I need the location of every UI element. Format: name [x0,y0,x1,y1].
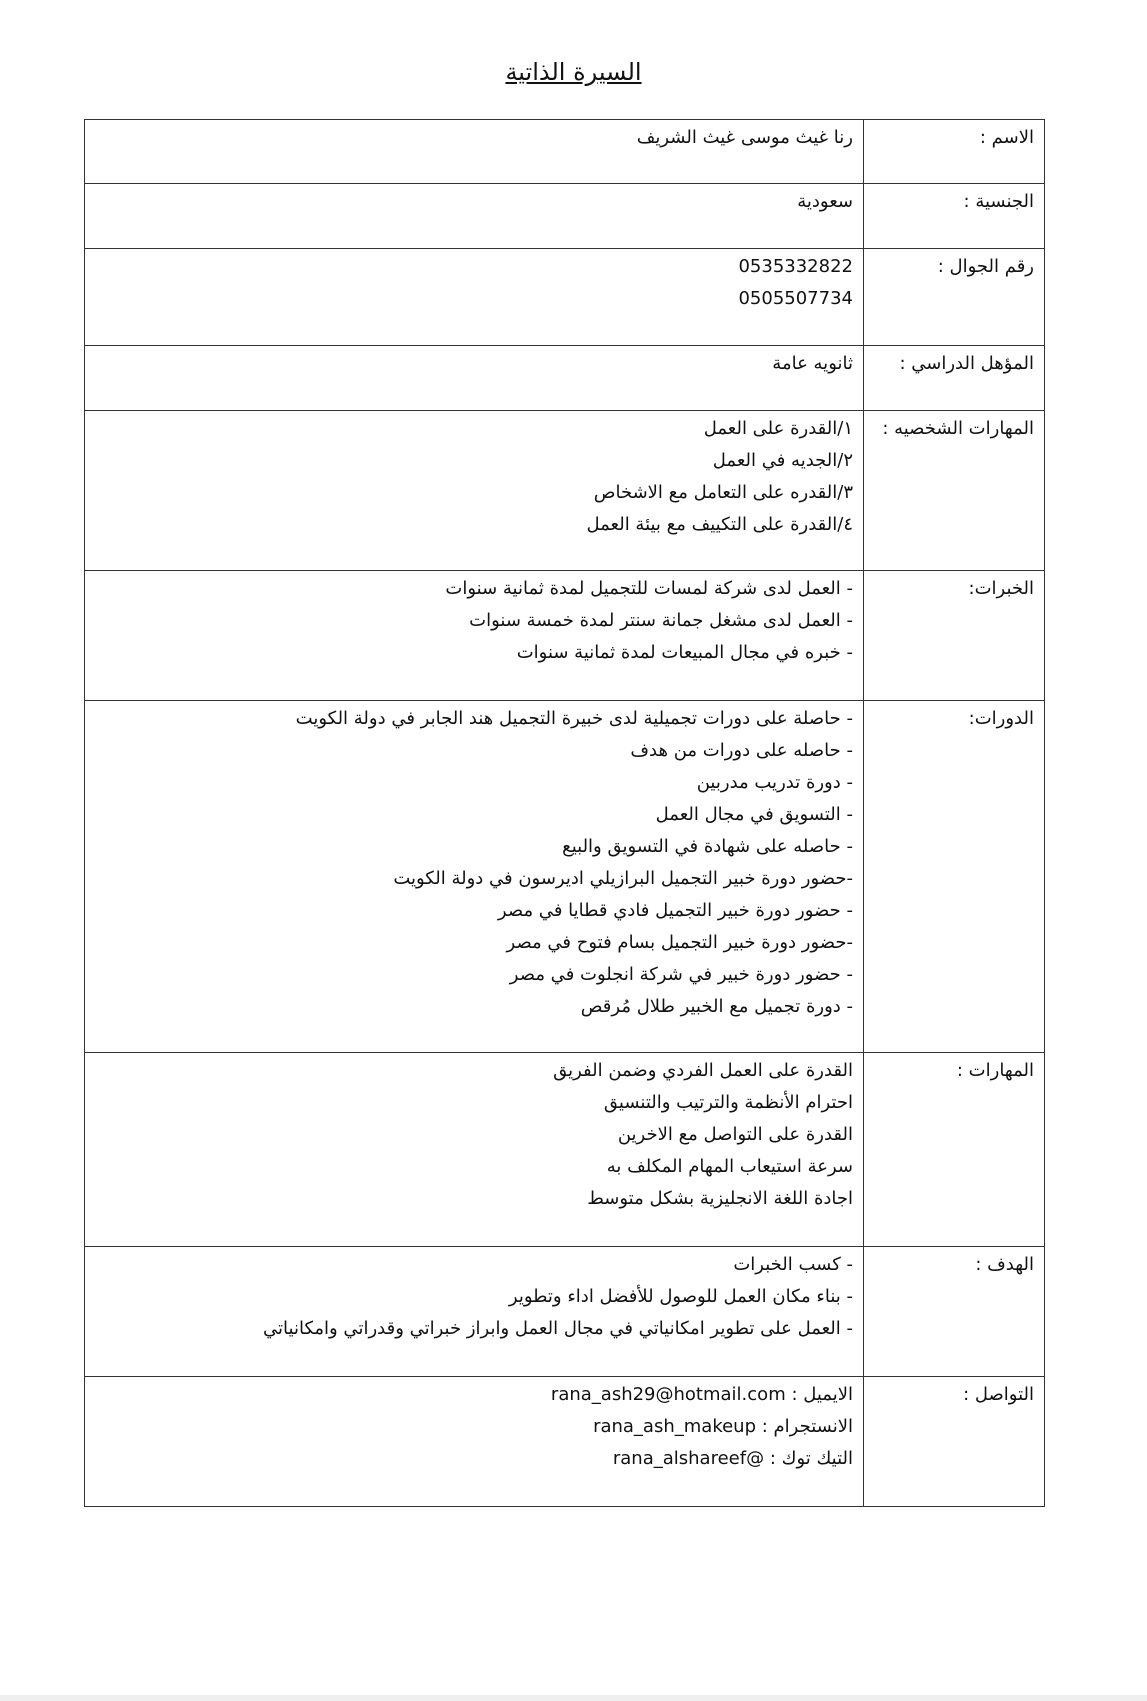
education-label: المؤهل الدراسي : [864,346,1045,411]
courses-label: الدورات: [864,701,1045,1053]
cv-table [84,119,1045,1507]
row-name [85,120,1045,184]
list-item: - حضور دورة خبير في شركة انجلوت في مصر [509,964,853,985]
goal-label: الهدف : [864,1247,1045,1377]
skills-label: المهارات : [864,1053,1045,1247]
goal-list [85,1247,864,1377]
list-item: - كسب الخبرات [733,1254,853,1275]
list-item: اجادة اللغة الانجليزية بشكل متوسط [587,1188,853,1209]
personal-skills-label: المهارات الشخصيه : [864,411,1045,571]
page-title: السيرة الذاتية [505,58,642,86]
list-item: -حضور دورة خبير التجميل البرازيلي اديرسون في دولة الكويت [393,868,853,889]
contact-label: التواصل : [864,1377,1045,1507]
list-item: احترام الأنظمة والترتيب والتنسيق [603,1092,853,1113]
list-item: - العمل لدى شركة لمسات للتجميل لمدة ثمانية سنوات [445,578,853,599]
list-item: ٢/الجديه في العمل [712,450,853,471]
list-item: ٤/القدرة على التكييف مع بيئة العمل [586,514,853,535]
row-courses [85,701,1045,1053]
list-item: - دورة تدريب مدربين [696,772,853,793]
list-item: - حضور دورة خبير التجميل فادي قطايا في مصر [497,900,853,921]
experience-list [85,571,864,701]
row-goal [85,1247,1045,1377]
list-item: - دورة تجميل مع الخبير طلال مُرقص [580,996,853,1017]
contact-list [85,1377,864,1507]
mobile-value [85,249,864,346]
row-education [85,346,1045,411]
personal-skills-list [85,411,864,571]
row-contact [85,1377,1045,1507]
nationality-value: سعودية [85,184,864,249]
page-bottom-band [0,1695,1147,1701]
row-mobile [85,249,1045,346]
contact-instagram: الانستجرام : rana_ash_makeup [593,1416,853,1437]
contact-email: الايميل : rana_ash29@hotmail.com [550,1384,853,1405]
courses-list [85,701,864,1053]
list-item: - حاصلة على دورات تجميلية لدى خبيرة التجميل هند الجابر في دولة الكويت [295,708,853,729]
list-item: - حاصله على دورات من هدف [630,740,853,761]
list-item: ٣/القدره على التعامل مع الاشخاص [593,482,853,503]
mobile-number-1: 0535332822 [738,256,853,277]
list-item: - خبره في مجال المبيعات لمدة ثمانية سنوات [516,642,853,663]
name-value: رنا غيث موسى غيث الشريف [85,120,864,184]
list-item: - العمل على تطوير امكانياتي في مجال العمل وابراز خبراتي وقدراتي وامكانياتي [263,1318,853,1339]
list-item: ١/القدرة على العمل [703,418,853,439]
row-skills [85,1053,1045,1247]
list-item: القدرة على العمل الفردي وضمن الفريق [553,1060,853,1081]
list-item: - العمل لدى مشغل جمانة سنتر لمدة خمسة سنوات [469,610,853,631]
education-value: ثانويه عامة [85,346,864,411]
list-item: - بناء مكان العمل للوصول للأفضل اداء وتطوير [508,1286,853,1307]
list-item: سرعة استيعاب المهام المكلف به [606,1156,853,1177]
mobile-label: رقم الجوال : [864,249,1045,346]
name-label: الاسم : [864,120,1045,184]
row-nationality [85,184,1045,249]
contact-tiktok: التيك توك : @rana_alshareef [612,1448,853,1469]
list-item: القدرة على التواصل مع الاخرين [617,1124,853,1145]
list-item: - حاصله على شهادة في التسويق والبيع [562,836,853,857]
list-item: -حضور دورة خبير التجميل بسام فتوح في مصر [506,932,853,953]
skills-list [85,1053,864,1247]
mobile-number-2: 0505507734 [738,288,853,309]
row-experience [85,571,1045,701]
row-personal-skills [85,411,1045,571]
list-item: - التسويق في مجال العمل [655,804,853,825]
experience-label: الخبرات: [864,571,1045,701]
nationality-label: الجنسية : [864,184,1045,249]
